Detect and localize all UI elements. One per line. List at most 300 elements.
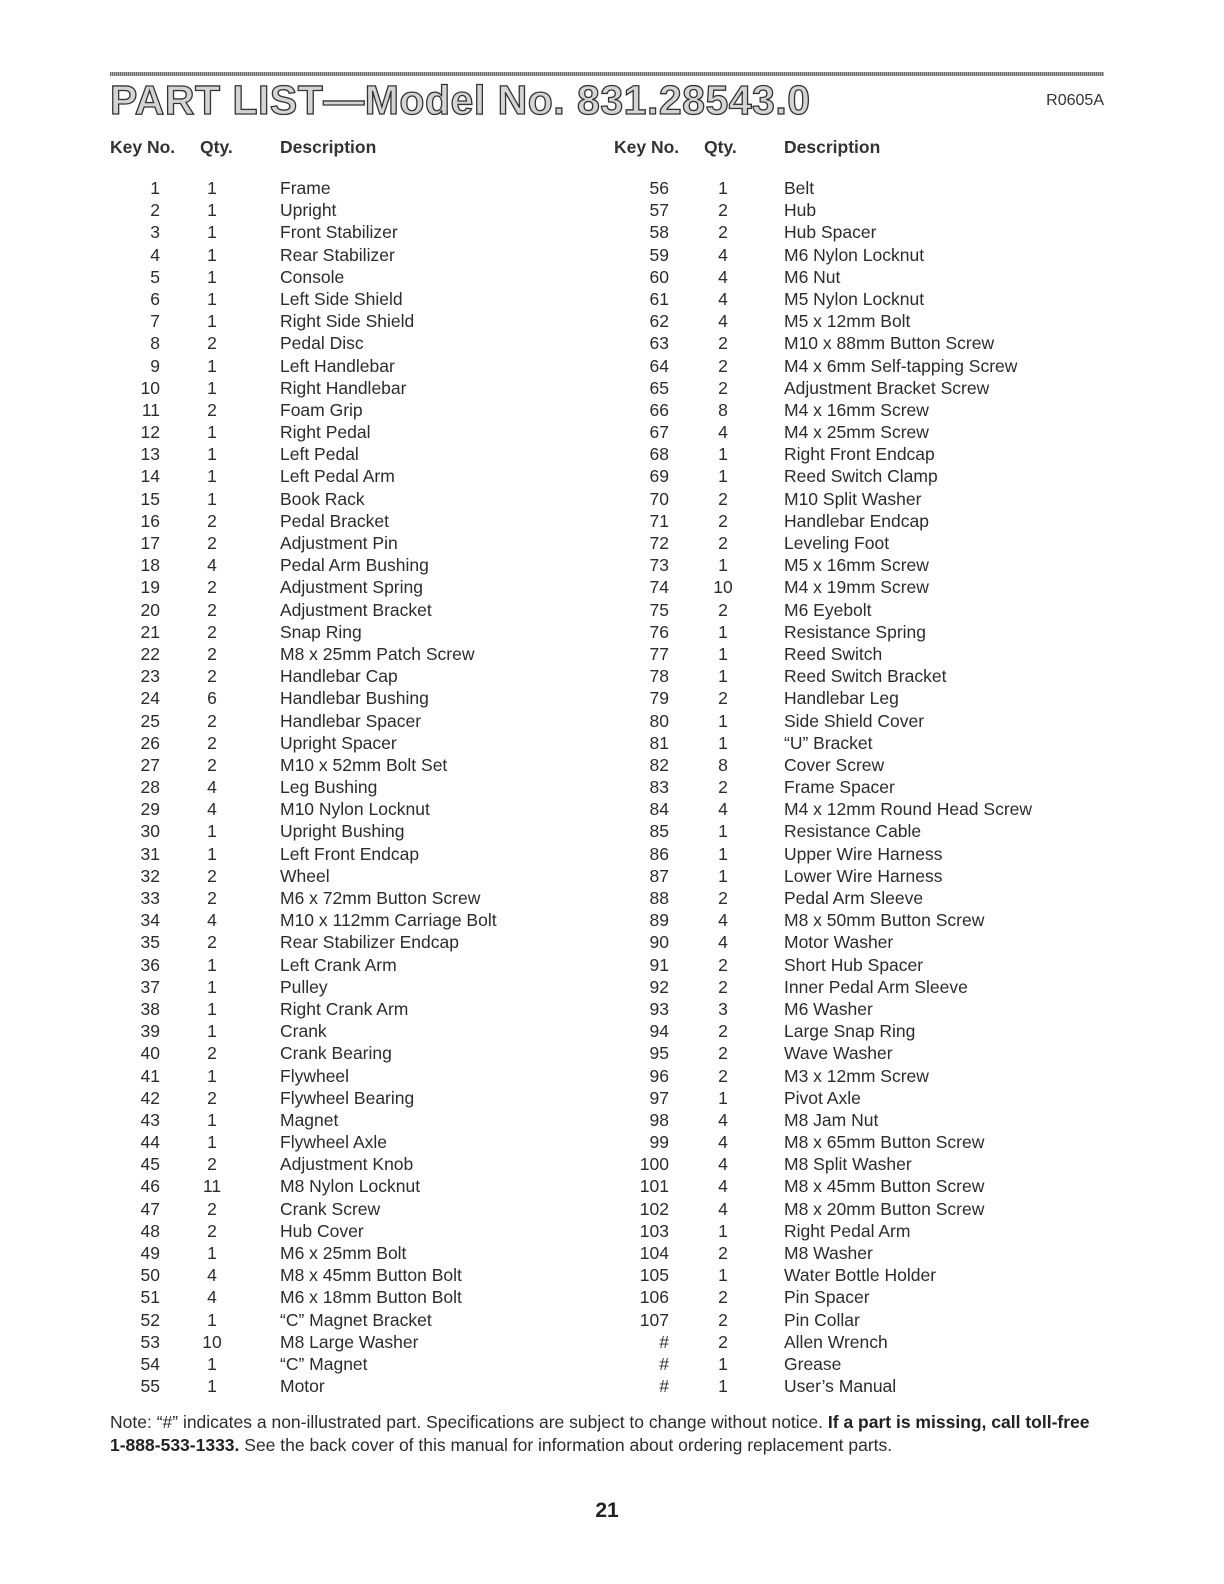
part-key-no: 27 [140,754,160,775]
part-description: M3 x 12mm Screw [784,1065,929,1086]
part-description: Handlebar Cap [280,666,398,687]
part-key-no: 65 [649,377,669,398]
part-description: Reed Switch [784,643,883,664]
part-qty: 4 [718,1198,728,1219]
part-qty: 2 [718,1065,728,1086]
part-key-no: 60 [649,266,669,287]
part-description: M10 x 88mm Button Screw [784,333,995,354]
part-key-no: 100 [639,1154,669,1175]
header-key-no: Key No. [614,137,680,157]
part-qty: 2 [718,510,728,531]
part-qty: 1 [207,422,217,443]
part-qty: 1 [718,621,728,642]
part-description: Pulley [280,976,328,997]
part-qty: 2 [718,488,728,509]
part-key-no: 82 [649,754,669,775]
part-key-no: 105 [639,1265,669,1286]
part-key-no: 99 [649,1132,669,1153]
part-description: Wheel [280,865,330,886]
part-qty: 2 [718,954,728,975]
part-key-no: 48 [140,1220,160,1241]
part-key-no: 1 [150,178,160,198]
part-description: Flywheel Bearing [280,1087,415,1108]
part-qty: 1 [207,355,217,376]
part-description: Crank [280,1021,327,1042]
part-key-no: 103 [639,1220,669,1241]
part-description: Belt [784,178,815,198]
part-description: Adjustment Spring [280,577,423,598]
part-description: Frame [280,178,331,198]
part-key-no: 63 [649,333,669,354]
part-key-no: 73 [649,555,669,576]
part-description: M6 Eyebolt [784,599,872,620]
part-description: M10 Split Washer [784,488,922,509]
part-description: User’s Manual [784,1376,897,1397]
part-key-no: 58 [649,222,669,243]
part-qty: 2 [207,643,217,664]
part-description: Upright Bushing [280,821,405,842]
part-description: Right Pedal [280,422,371,443]
part-description: “C” Magnet [280,1353,368,1374]
part-description: Right Handlebar [280,377,407,398]
part-key-no: 4 [150,244,160,265]
part-description: M8 x 45mm Button Screw [784,1176,985,1197]
part-key-no: 106 [639,1287,669,1308]
part-key-no: 40 [140,1043,160,1064]
part-key-no: 102 [639,1198,669,1219]
part-description: Adjustment Bracket Screw [784,377,990,398]
part-description: Upright Spacer [280,732,397,753]
part-description: M4 x 16mm Screw [784,399,929,420]
part-qty: 2 [207,932,217,953]
part-qty: 4 [718,311,728,332]
part-description: Adjustment Pin [280,533,398,553]
part-qty: 1 [207,377,217,398]
part-qty: 4 [207,1265,217,1286]
part-description: “U” Bracket [784,732,873,753]
part-key-no: 78 [649,666,669,687]
part-description: M4 x 6mm Self-tapping Screw [784,355,1018,376]
part-description: Left Front Endcap [280,843,420,864]
part-description: Hub Cover [280,1220,364,1241]
part-description: Wave Washer [784,1043,893,1064]
part-key-no: # [659,1353,669,1374]
part-key-no: 68 [649,444,669,465]
part-qty: 2 [207,1087,217,1108]
part-description: Flywheel Axle [280,1132,387,1153]
part-key-no: 35 [140,932,160,953]
part-key-no: 34 [140,910,160,931]
part-description: Pivot Axle [784,1087,861,1108]
part-description: M8 x 50mm Button Screw [784,910,985,931]
part-description: Motor Washer [784,932,894,953]
part-key-no: 59 [649,244,669,265]
part-description: Resistance Cable [784,821,922,842]
part-qty: 1 [718,1087,728,1108]
part-qty: 1 [718,865,728,886]
part-qty: 2 [207,621,217,642]
part-qty: 1 [207,1021,217,1042]
part-qty: 2 [207,1043,217,1064]
part-key-no: 2 [150,200,160,221]
part-description: Frame Spacer [784,777,895,798]
part-description: M4 x 19mm Screw [784,577,929,598]
part-key-no: 93 [649,998,669,1019]
part-description: M6 x 18mm Button Bolt [280,1287,462,1308]
part-qty: 2 [207,732,217,753]
part-description: Handlebar Leg [784,688,899,709]
part-description: Right Side Shield [280,311,415,332]
part-key-no: 8 [150,333,160,354]
part-description: M5 x 12mm Bolt [784,311,911,332]
part-qty: 4 [718,1109,728,1130]
part-qty: 8 [718,399,728,420]
part-description: M10 x 112mm Carriage Bolt [280,910,497,931]
part-qty: 2 [718,1309,728,1330]
part-description: Rear Stabilizer [280,244,395,265]
part-key-no: 18 [140,555,160,576]
part-key-no: 47 [140,1198,160,1219]
part-key-no: 72 [649,533,669,553]
part-qty: 1 [718,1220,728,1241]
part-key-no: 101 [639,1176,669,1197]
part-qty: 2 [207,333,217,354]
part-key-no: 85 [649,821,669,842]
part-key-no: 15 [140,488,160,509]
part-key-no: 46 [140,1176,160,1197]
part-qty: 2 [207,533,217,553]
part-description: M6 x 25mm Bolt [280,1243,407,1263]
part-qty: 4 [718,266,728,287]
part-key-no: 19 [140,577,160,598]
part-description: Left Pedal Arm [280,466,395,487]
part-qty: 4 [718,422,728,443]
note-ordering: See the back cover of this manual for information about ordering replacement parts. [244,1434,893,1455]
part-qty: 2 [718,688,728,709]
part-key-no: 79 [649,688,669,709]
part-description: Handlebar Spacer [280,710,422,731]
part-description: Adjustment Knob [280,1154,414,1175]
part-description: Adjustment Bracket [280,599,432,620]
header-key-no: Key No. [110,137,176,157]
part-qty: 10 [202,1331,222,1352]
part-description: M10 x 52mm Bolt Set [280,754,448,775]
part-qty: 4 [207,1287,217,1308]
part-qty: 1 [718,643,728,664]
part-description: Pedal Arm Bushing [280,555,429,576]
part-qty: 2 [718,599,728,620]
part-key-no: 96 [649,1065,669,1086]
part-key-no: 13 [140,444,160,465]
part-qty: 1 [207,1376,217,1397]
part-qty: 2 [718,1021,728,1042]
part-key-no: 61 [649,288,669,309]
part-qty: 2 [207,599,217,620]
part-key-no: 49 [140,1243,160,1263]
part-description: M8 x 45mm Button Bolt [280,1265,462,1286]
part-qty: 2 [207,577,217,598]
part-key-no: 17 [140,533,160,553]
part-description: Cover Screw [784,754,885,775]
part-description: Leveling Foot [784,533,890,553]
part-qty: 10 [713,577,733,598]
part-key-no: 16 [140,510,160,531]
part-qty: 2 [718,533,728,553]
part-key-no: 84 [649,799,669,820]
part-key-no: 44 [140,1132,160,1153]
part-description: M8 Jam Nut [784,1109,879,1130]
part-qty: 2 [718,976,728,997]
part-qty: 1 [718,666,728,687]
part-qty: 1 [207,843,217,864]
part-description: Console [280,266,345,287]
part-qty: 2 [718,377,728,398]
part-key-no: 7 [150,311,160,332]
part-qty: 4 [718,288,728,309]
part-description: M5 Nylon Locknut [784,288,925,309]
part-key-no: 56 [649,178,669,198]
part-description: Reed Switch Bracket [784,666,947,687]
part-qty: 8 [718,754,728,775]
part-key-no: 90 [649,932,669,953]
part-key-no: 77 [649,643,669,664]
part-qty: 2 [718,333,728,354]
part-qty: 6 [207,688,217,709]
part-key-no: 41 [140,1065,160,1086]
part-key-no: 37 [140,976,160,997]
part-key-no: 71 [649,510,669,531]
part-qty: 2 [718,1243,728,1263]
part-key-no: 28 [140,777,160,798]
part-qty: 4 [207,777,217,798]
document-code: R0605A [1046,92,1104,109]
note-missing-part: If a part is missing, call toll-free 1-888-533-1333. [110,1412,1090,1455]
part-key-no: 70 [649,488,669,509]
part-key-no: 95 [649,1043,669,1064]
part-key-no: 29 [140,799,160,820]
part-qty: 1 [207,200,217,221]
part-qty: 2 [718,200,728,221]
part-qty: 1 [207,954,217,975]
part-qty: 2 [207,865,217,886]
part-description: Leg Bushing [280,777,378,798]
page-title: PART LIST—Model No. 831.28543.0 [110,77,811,123]
part-qty: 1 [207,976,217,997]
part-qty: 1 [207,244,217,265]
part-qty: 4 [207,555,217,576]
part-qty: 1 [207,488,217,509]
part-description: Grease [784,1353,842,1374]
part-description: Snap Ring [280,621,362,642]
part-description: Magnet [280,1109,339,1130]
part-description: Hub [784,200,817,221]
part-description: Handlebar Bushing [280,688,429,709]
part-key-no: 104 [639,1243,669,1263]
part-qty: 2 [207,399,217,420]
part-description: Left Crank Arm [280,954,397,975]
part-qty: 2 [207,710,217,731]
header-qty: Qty. [704,137,737,157]
part-key-no: 97 [649,1087,669,1108]
part-key-no: 67 [649,422,669,443]
part-key-no: 38 [140,998,160,1019]
part-qty: 1 [718,710,728,731]
part-key-no: 9 [150,355,160,376]
part-qty: 1 [207,998,217,1019]
part-key-no: 83 [649,777,669,798]
part-description: Upright [280,200,337,221]
part-qty: 1 [718,466,728,487]
part-description: M6 Washer [784,998,873,1019]
part-key-no: # [659,1331,669,1352]
part-qty: 1 [207,1309,217,1330]
part-key-no: 76 [649,621,669,642]
part-key-no: 20 [140,599,160,620]
part-key-no: 30 [140,821,160,842]
part-description: Motor [280,1376,325,1397]
part-qty: 1 [718,843,728,864]
part-key-no: 98 [649,1109,669,1130]
part-description: M8 Washer [784,1243,873,1263]
part-key-no: 57 [649,200,669,221]
part-qty: 1 [207,1065,217,1086]
part-key-no: 39 [140,1021,160,1042]
part-qty: 2 [718,1287,728,1308]
part-qty: 1 [207,266,217,287]
part-description: Pin Spacer [784,1287,870,1308]
part-description: Short Hub Spacer [784,954,924,975]
part-key-no: 66 [649,399,669,420]
part-description: M5 x 16mm Screw [784,555,929,576]
part-key-no: 22 [140,643,160,664]
part-qty: 11 [202,1176,222,1197]
part-qty: 4 [207,799,217,820]
footnote [110,1411,1100,1456]
part-qty: 4 [718,910,728,931]
part-qty: 2 [718,1331,728,1352]
part-qty: 2 [718,1043,728,1064]
part-description: Resistance Spring [784,621,927,642]
part-description: Pedal Disc [280,333,364,354]
part-qty: 1 [207,311,217,332]
part-qty: 4 [718,1154,728,1175]
part-key-no: 89 [649,910,669,931]
part-description: M8 Split Washer [784,1154,912,1175]
part-description: Front Stabilizer [280,222,398,243]
part-key-no: 45 [140,1154,160,1175]
part-key-no: 23 [140,666,160,687]
part-key-no: 33 [140,888,160,908]
part-qty: 1 [207,821,217,842]
part-qty: 1 [207,444,217,465]
part-key-no: 6 [150,288,160,309]
header-description: Description [280,137,377,157]
part-key-no: 53 [140,1331,160,1352]
part-qty: 1 [207,1243,217,1263]
part-key-no: 91 [649,954,669,975]
part-description: Hub Spacer [784,222,877,243]
page-number: 21 [595,1499,619,1522]
part-description: Pedal Arm Sleeve [784,888,924,908]
part-key-no: 36 [140,954,160,975]
part-key-no: 80 [649,710,669,731]
part-key-no: 87 [649,865,669,886]
part-key-no: 31 [140,843,160,864]
part-key-no: 26 [140,732,160,753]
part-qty: 1 [207,288,217,309]
part-key-no: 62 [649,311,669,332]
header-description: Description [784,137,881,157]
part-description: M4 x 12mm Round Head Screw [784,799,1033,820]
part-key-no: 50 [140,1265,160,1286]
part-description: Right Crank Arm [280,998,409,1019]
part-qty: 4 [207,910,217,931]
part-key-no: 25 [140,710,160,731]
part-key-no: 86 [649,843,669,864]
part-qty: 2 [207,666,217,687]
part-qty: 1 [718,555,728,576]
part-key-no: 32 [140,865,160,886]
part-description: Crank Screw [280,1198,381,1219]
part-qty: 1 [718,444,728,465]
part-description: Handlebar Endcap [784,510,929,531]
part-description: M6 x 72mm Button Screw [280,888,481,908]
part-qty: 1 [718,1376,728,1397]
part-description: M4 x 25mm Screw [784,422,929,443]
part-key-no: 14 [140,466,160,487]
part-key-no: 10 [140,377,160,398]
part-qty: 4 [718,1132,728,1153]
part-qty: 1 [718,732,728,753]
part-qty: 2 [718,888,728,908]
part-key-no: 21 [140,621,160,642]
part-key-no: 11 [141,399,160,420]
part-qty: 2 [718,777,728,798]
part-qty: 2 [718,355,728,376]
part-key-no: 12 [140,422,160,443]
part-description: Upper Wire Harness [784,843,943,864]
part-description: Lower Wire Harness [784,865,943,886]
part-description: Rear Stabilizer Endcap [280,932,459,953]
part-description: Side Shield Cover [784,710,925,731]
part-description: “C” Magnet Bracket [280,1309,432,1330]
part-key-no: 5 [150,266,160,287]
note-text: Note: “#” indicates a non-illustrated part. Specifications are subject to change without notice. [110,1412,824,1432]
part-key-no: 74 [649,577,669,598]
part-key-no: 92 [649,976,669,997]
part-qty: 1 [207,1132,217,1153]
part-key-no: 64 [649,355,669,376]
part-description: Crank Bearing [280,1043,392,1064]
part-key-no: 88 [649,888,669,908]
part-description: M10 Nylon Locknut [280,799,430,820]
part-key-no: 107 [639,1309,669,1330]
part-qty: 1 [207,466,217,487]
part-qty: 4 [718,932,728,953]
part-description: M6 Nylon Locknut [784,244,925,265]
part-description: Large Snap Ring [784,1021,916,1042]
part-qty: 1 [718,821,728,842]
part-key-no: 3 [150,222,160,243]
part-qty: 3 [718,998,728,1019]
part-description: Reed Switch Clamp [784,466,938,487]
part-description: M8 x 25mm Patch Screw [280,643,475,664]
part-description: Right Pedal Arm [784,1220,911,1241]
part-key-no: 24 [140,688,160,709]
part-description: Left Side Shield [280,288,403,309]
part-qty: 4 [718,1176,728,1197]
part-description: Foam Grip [280,399,363,420]
